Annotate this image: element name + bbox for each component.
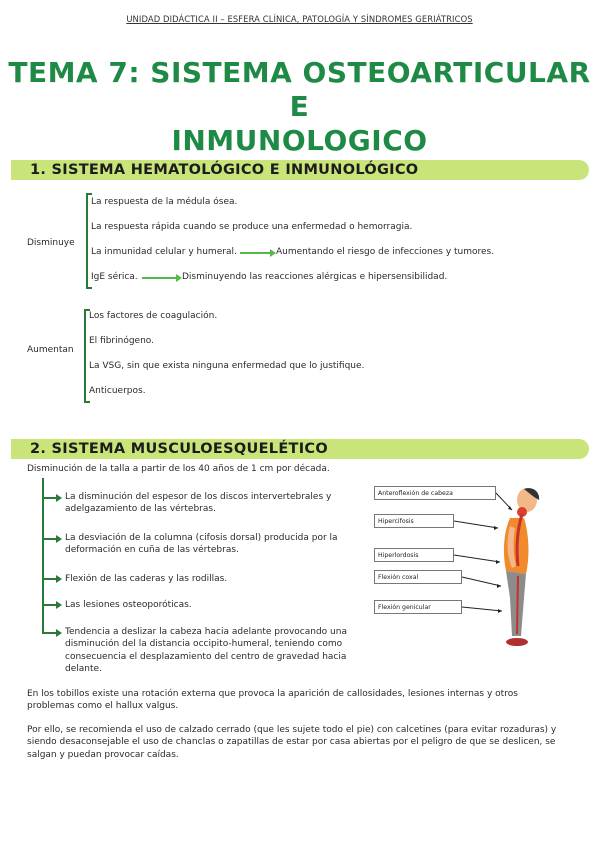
document-header (0, 14, 599, 24)
musculo-item: Flexión de las caderas y las rodillas. (65, 574, 228, 584)
paragraph-calzado: Por ello, se recomienda el uso de calzado cerrado (que les sujete todo el pie) con calcetines (para evitar rozaduras) y siendo desaconsejable el uso de chanclas o zapatillas de estar por casa abiertas por el peligro de que se deslicen, se salgan y puedan provocar caídas. (27, 725, 557, 760)
figure-label: Flexión coxal (374, 570, 462, 584)
arrow-icon (42, 578, 58, 580)
arrow-icon (42, 604, 58, 606)
musculo-item: Las lesiones osteoporóticas. (65, 600, 192, 610)
page-title (0, 56, 599, 158)
section-2-title: 2. SISTEMA MUSCULOESQUELÉTICO (30, 441, 328, 457)
arrow-icon (240, 252, 272, 254)
posture-figure (374, 486, 574, 656)
aumentan-label: Aumentan (27, 345, 74, 355)
header-text: UNIDAD DIDÁCTICA II – ESFERA CLÍNICA, PATOLOGÍA Y SÍNDROMES GERIÁTRICOS (126, 14, 473, 24)
disminuye-result: Disminuyendo las reacciones alérgicas e hipersensibilidad. (182, 272, 448, 282)
aumentan-item: El fibrinógeno. (89, 336, 155, 346)
arrow-icon (42, 497, 58, 499)
title-line-1: TEMA 7: SISTEMA OSTEOARTICULAR E (8, 56, 591, 123)
figure-label: Flexión genicular (374, 600, 462, 614)
figure-label: Anteroflexión de cabeza (374, 486, 496, 500)
disminuye-item: La inmunidad celular y humeral. (91, 247, 237, 257)
arrow-icon (142, 277, 178, 279)
figure-label: Hiperlordosis (374, 548, 454, 562)
figure-label: Hipercifosis (374, 514, 454, 528)
arrow-icon (42, 632, 58, 634)
disminuye-item: IgE sérica. (91, 272, 138, 282)
disminuye-result: Aumentando el riesgo de infecciones y tumores. (276, 247, 495, 257)
paragraph-tobillos: En los tobillos existe una rotación externa que provoca la aparición de callosidades, lesiones internas y otros problemas como el hallux valgus. (27, 689, 518, 712)
title-line-2: INMUNOLOGICO (171, 124, 428, 157)
disminuye-label: Disminuye (27, 238, 75, 248)
section-2-intro: Disminución de la talla a partir de los 40 años de 1 cm por década. (27, 464, 330, 474)
musculo-item: Tendencia a deslizar la cabeza hacia adelante provocando una disminución del la distancia occipito-humeral, teniendo como consecuencia el desplazamiento del centro de gravedad hacia delante. (65, 627, 347, 675)
arrow-icon (42, 538, 58, 540)
aumentan-item: Los factores de coagulación. (89, 311, 218, 321)
section-1-title: 1. SISTEMA HEMATOLÓGICO E INMUNOLÓGICO (30, 162, 419, 178)
aumentan-item: Anticuerpos. (89, 386, 146, 396)
aumentan-item: La VSG, sin que exista ninguna enfermedad que lo justifique. (89, 361, 365, 371)
disminuye-item: La respuesta de la médula ósea. (91, 197, 238, 207)
tree-trunk (42, 478, 44, 634)
elderly-posture-illustration (374, 486, 574, 656)
musculo-item: La disminución del espesor de los discos intervertebrales y adelgazamiento de las vértebras. (65, 492, 332, 515)
disminuye-item: La respuesta rápida cuando se produce una enfermedad o hemorragia. (91, 222, 413, 232)
musculo-item: La desviación de la columna (cifosis dorsal) producida por la deformación en cuña de las vértebras. (65, 533, 338, 556)
